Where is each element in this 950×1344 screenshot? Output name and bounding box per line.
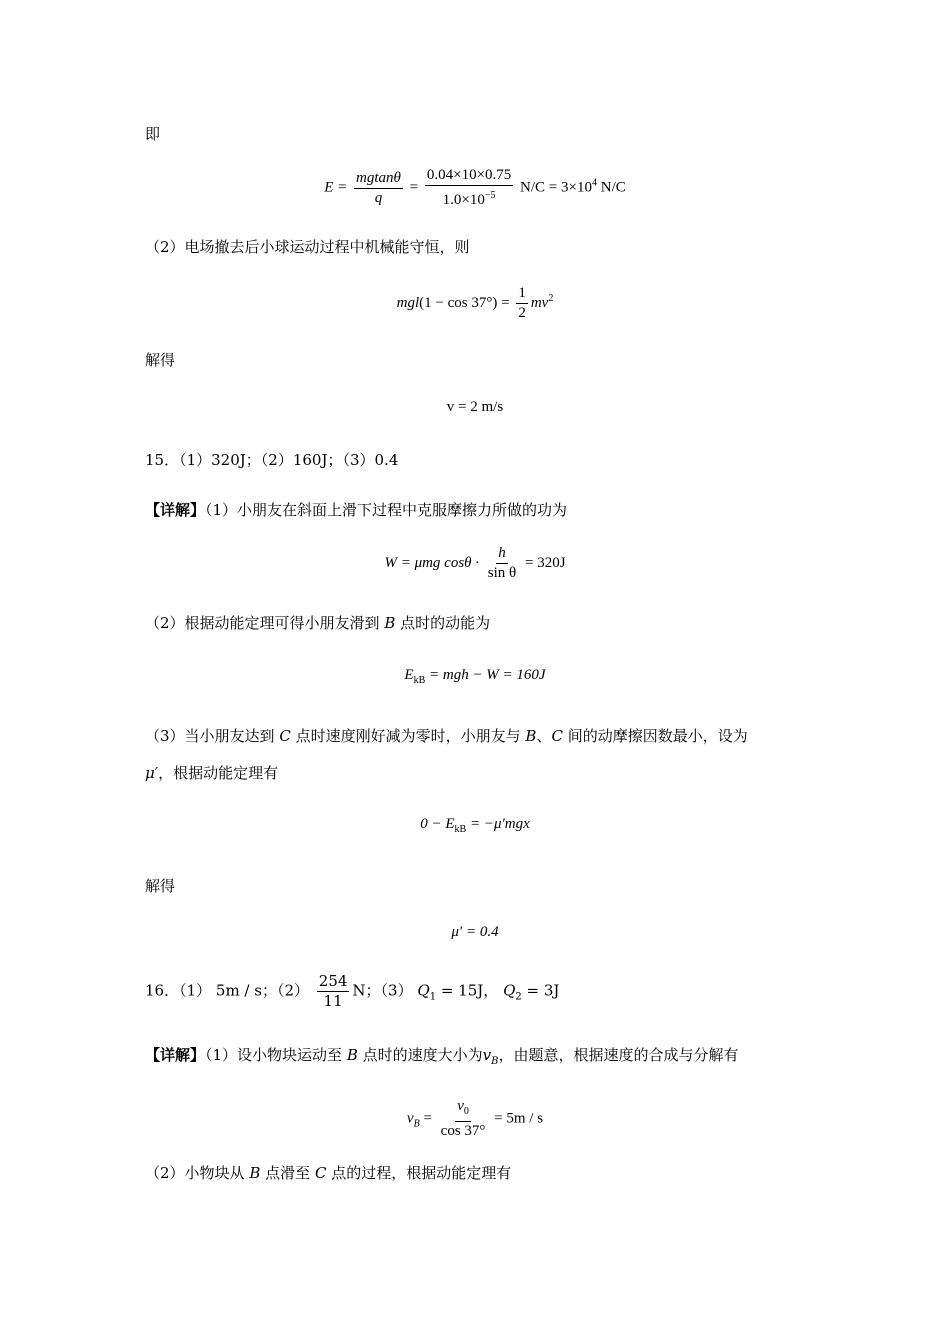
eq-lhs: mgl xyxy=(396,294,420,311)
fraction xyxy=(439,1097,488,1141)
subscript: 0 xyxy=(463,1106,469,1117)
eq-rhs: = mgh − W = 160J xyxy=(428,667,546,683)
subscript: 1 xyxy=(429,991,437,1003)
numerator xyxy=(455,1097,471,1122)
eq-lhs: W = μmg cosθ · xyxy=(384,554,480,571)
eq-lhs: E xyxy=(404,667,414,683)
denominator: sin θ xyxy=(487,565,517,581)
var: C xyxy=(314,1164,327,1182)
den-exp: −5 xyxy=(484,190,496,201)
text: （3）当小朋友达到 xyxy=(145,727,275,745)
var: B xyxy=(384,614,396,632)
numerator: mgtanθ xyxy=(354,169,403,189)
text-line xyxy=(145,124,160,144)
denominator: q xyxy=(374,189,383,206)
eq-rhs: mv xyxy=(530,294,549,311)
subscript: 2 xyxy=(515,991,522,1003)
text-line xyxy=(145,350,175,370)
result-exp: 4 xyxy=(591,177,597,189)
eq-lhs: 0 − E xyxy=(420,816,455,832)
equation-velocity xyxy=(0,399,950,416)
answer-line-15 xyxy=(145,450,398,470)
text: 点时的动能为 xyxy=(400,614,491,632)
text: 点时速度刚好减为零时，小朋友与 xyxy=(295,727,521,745)
text: 即 xyxy=(145,125,161,143)
fraction xyxy=(516,284,528,323)
text-line xyxy=(145,613,490,633)
numerator: h xyxy=(496,544,508,564)
eq-lhs: v xyxy=(406,1110,414,1127)
var: Q xyxy=(417,981,430,1000)
text: 点滑至 xyxy=(265,1164,311,1182)
var: Q xyxy=(503,981,516,1000)
numerator: 0.04×10×0.75 xyxy=(425,166,513,186)
equals: = xyxy=(409,179,419,196)
subscript: kB xyxy=(454,824,467,835)
detail-heading: 【详解】 xyxy=(145,501,206,519)
text: 间的动摩擦因数最小，设为 xyxy=(567,727,748,745)
denominator: 2 xyxy=(518,305,526,321)
subscript: B xyxy=(413,1118,420,1130)
numerator: 1 xyxy=(516,284,528,304)
var: B xyxy=(346,1046,358,1064)
eq-paren: (1 − cos 37°) = xyxy=(419,294,510,311)
text-line xyxy=(145,726,748,746)
text-line xyxy=(145,237,470,257)
fraction xyxy=(486,544,518,583)
result: N/C = 3×10 xyxy=(520,179,592,196)
equation-work-energy xyxy=(0,816,950,835)
text: 16．（1） 5m / s；（2） xyxy=(145,981,309,1000)
text: 、 xyxy=(536,727,552,745)
text: 解得 xyxy=(145,351,176,369)
fraction xyxy=(317,972,350,1011)
eq-lhs: E = xyxy=(324,179,348,196)
text: 15．（1）320J；（2）160J；（3）0.4 xyxy=(145,451,399,469)
denominator xyxy=(441,186,498,210)
eq-rhs: = 320J xyxy=(525,554,566,571)
equation-mu xyxy=(0,924,950,941)
result-unit: N/C xyxy=(596,179,626,196)
denominator: cos 37° xyxy=(440,1123,486,1139)
detail-line xyxy=(145,1045,739,1072)
text-line xyxy=(145,763,278,783)
equation-electric-field xyxy=(0,166,950,210)
denominator: 11 xyxy=(323,992,343,1010)
detail-heading: 【详解】 xyxy=(145,1046,206,1064)
text: 点时的速度大小为 xyxy=(362,1046,483,1064)
eq-rhs: = −μ′mgx xyxy=(469,816,530,832)
numerator: 254 xyxy=(318,972,348,990)
num-var: v xyxy=(457,1098,464,1114)
text: 点的过程，根据动能定理有 xyxy=(331,1164,512,1182)
den-base: 1.0×10 xyxy=(442,192,485,208)
text: = 15J， xyxy=(436,981,499,1000)
answer-line-16 xyxy=(145,972,559,1011)
equation-work xyxy=(0,544,950,583)
equation-velocity-b xyxy=(0,1097,950,1141)
text: 解得 xyxy=(145,877,176,895)
text: （2）小物块从 xyxy=(145,1164,245,1182)
text: （1）设小物块运动至 xyxy=(205,1046,343,1064)
var: v xyxy=(482,1046,492,1064)
equation-energy-conservation xyxy=(0,284,950,323)
text: （2）电场撤去后小球运动过程中机械能守恒，则 xyxy=(145,238,470,256)
text: ，根据动能定理有 xyxy=(158,764,279,782)
exponent: 2 xyxy=(548,292,554,304)
text: = 3J xyxy=(521,981,560,1000)
text: （2）根据动能定理可得小朋友滑到 xyxy=(145,614,380,632)
var: B xyxy=(525,727,537,745)
fraction xyxy=(354,169,403,208)
equation-kinetic-energy xyxy=(0,667,950,686)
fraction xyxy=(425,166,513,210)
text-line xyxy=(145,1163,511,1183)
var: C xyxy=(551,727,563,745)
text: N；（3） xyxy=(352,981,413,1000)
equals: = xyxy=(423,1110,432,1127)
eq-rhs: = 5m / s xyxy=(494,1110,544,1127)
detail-line xyxy=(145,500,567,520)
equation-text: μ′ = 0.4 xyxy=(451,924,499,940)
equation-text: v = 2 m/s xyxy=(446,399,504,415)
var: C xyxy=(279,727,291,745)
text: ，由题意，根据速度的合成与分解有 xyxy=(498,1046,739,1064)
text: （1）小朋友在斜面上滑下过程中克服摩擦力所做的功为 xyxy=(205,501,568,519)
subscript: B xyxy=(491,1056,499,1067)
var: μ′ xyxy=(145,764,159,782)
var: B xyxy=(249,1164,261,1182)
subscript: kB xyxy=(413,675,426,686)
text-line xyxy=(145,876,175,896)
